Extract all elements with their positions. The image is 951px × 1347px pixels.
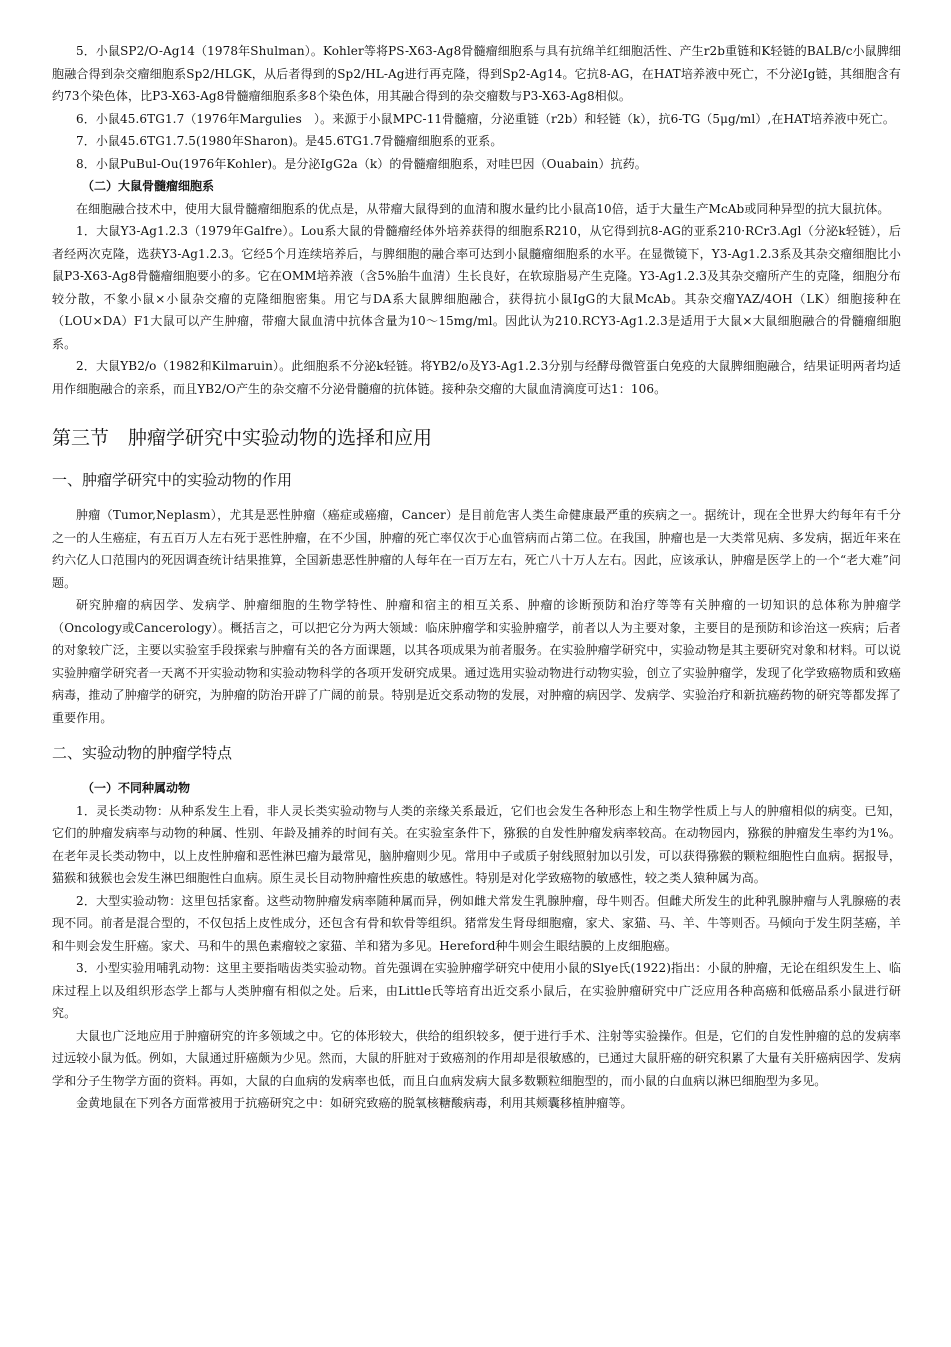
- paragraph-oncology-definition: 研究肿瘤的病因学、发病学、肿瘤细胞的生物学特性、肿瘤和宿主的相互关系、肿瘤的诊断预防和治疗等等有关肿瘤的一切知识的总体称为肿瘤学（Oncology或Cancerology）。概括言之，可以把它分为两大领域：临床肿瘤学和实验肿瘤学，前者以人为主要对象，主要目的是预防和诊治这一疾病；后者的对象较广泛，主要以实验室手段探索与肿瘤有关的各方面课题，以其各项成果为前者服务。在实验肿瘤学研究中，实验动物是其主要研究对象和材料。可以说实验肿瘤学研究者一天离不开实验动物和实验动物科学的各项开发研究成果。通过选用实验动物进行动物实验，创立了实验肿瘤学，发现了化学致癌物质和致癌病毒，推动了肿瘤学的研究，为肿瘤的防治开辟了广阔的前景。特别是近交系动物的发展，对肿瘤的病因学、发病学、实验治疗和新抗癌药物的研究等都发挥了重要作用。: [52, 598, 901, 725]
- section-title: 第三节 肿瘤学研究中实验动物的选择和应用: [52, 427, 433, 449]
- part2-heading: 二、实验动物的肿瘤学特点: [52, 744, 233, 762]
- part1-heading: 一、肿瘤学研究中的实验动物的作用: [52, 471, 293, 489]
- paragraph-small-mammals: 3．小型实验用哺乳动物：这里主要指啮齿类实验动物。首先强调在实验肿瘤学研究中使用小鼠的Slye氏(1922)指出：小鼠的肿瘤，无论在组织发生上、临床过程上以及组织形态学上都与人类肿瘤有相似之处。后来，由Little氏等培育出近交系小鼠后，在实验肿瘤研究中广泛应用各种高癌和低癌品系小鼠进行研究。: [52, 961, 901, 1020]
- paragraph-rat-y3-ag1-2-3: 1．大鼠Y3-Ag1.2.3（1979年Galfre）。Lou系大鼠的骨髓瘤经体外培养获得的细胞系R210，从它得到抗8-AG的亚系210·RCr3.Agl（分泌k轻链），后者经两次克隆，选获Y3-Ag1.2.3。它经5个月连续培养后，与脾细胞的融合率可达到小鼠髓瘤细胞系的水平。在显微镜下，Y3-Ag1.2.3系及其杂交瘤细胞比小鼠P3-X63-Ag8骨髓瘤细胞要小的多。它在OMM培养液（含5%胎牛血清）生长良好，在软琼脂易产生克隆。Y3-Ag1.2.3及其杂交瘤所产生的克隆，细胞分布较分散，不象小鼠×小鼠杂交瘤的克隆细胞密集。用它与DA系大鼠脾细胞融合，获得抗小鼠IgG的大鼠McAb。其杂交瘤YAZ/4OH（LK）细胞接种在（LOU×DA）F1大鼠可以产生肿瘤，带瘤大鼠血清中抗体含量为10～15mg/ml。因此认为210.RCY3-Ag1.2.3是适用于大鼠×大鼠细胞融合的骨髓瘤细胞系。: [52, 224, 901, 351]
- paragraph-rats: 大鼠也广泛地应用于肿瘤研究的许多领域之中。它的体形较大，供给的组织较多，便于进行手术、注射等实验操作。但是，它们的自发性肿瘤的总的发病率过远较小鼠为低。例如，大鼠通过肝癌颇为少见。然而，大鼠的肝脏对于致癌剂的作用却是很敏感的，已通过大鼠肝癌的研究积累了大量有关肝癌病因学、发病学和分子生物学方面的资料。再如，大鼠的白血病的发病率也低，而且白血病发病大鼠多数颗粒细胞型的，而小鼠的白血病以淋巴细胞型为多见。: [52, 1028, 901, 1088]
- paragraph-rat-yb2-o: 2．大鼠YB2/o（1982和Kilmaruin）。此细胞系不分泌k轻链。将YB2/o及Y3-Ag1.2.3分别与经酵母微管蛋白免疫的大鼠脾细胞融合，结果证明两者均适用作细胞融合的亲系，而且YB2/O产生的杂交瘤不分泌骨髓瘤的抗体链。接种杂交瘤的大鼠血清滴度可达1：106。: [52, 359, 901, 396]
- paragraph-large-animals: 2．大型实验动物：这里包括家畜。这些动物肿瘤发病率随种属而异，例如雌犬常发生乳腺肿瘤，母牛则否。但雌犬所发生的此种乳腺肿瘤与人乳腺癌的表现不同。前者是混合型的，不仅包括上皮性成分，还包含有骨和软骨等组织。猪常发生肾母细胞瘤，家犬、家猫、马、羊、牛等则否。马倾向于发生阴茎癌，羊和牛则会发生肝癌。家犬、马和牛的黑色素瘤较之家猫、羊和猪为多见。Hereford种牛则会生眼结膜的上皮细胞癌。: [52, 893, 901, 953]
- paragraph-tumor-overview: 肿瘤（Tumor,Neplasm），尤其是恶性肿瘤（癌症或癌瘤，Cancer）是目前危害人类生命健康最严重的疾病之一。据统计，现在全世界大约每年有千分之一的人生癌症，有五百万人左右死于恶性肿瘤，在不少国，肿瘤的死亡率仅次于心血管病而占第二位。在我国，肿瘤也是一大类常见病、多发病，据近年来在约六亿人口范围内的死因调查统计结果推算，全国新患恶性肿瘤的人每年在一百万左右，死亡八十万人左右。因此，应该承认，肿瘤是医学上的一个“老大难”问题。: [52, 508, 901, 590]
- paragraph-hamsters: 金黄地鼠在下列各方面常被用于抗癌研究之中：如研究致癌的脱氧核糖酸病毒，利用其颊囊移植肿瘤等。: [76, 1096, 633, 1110]
- subheading-rat-myeloma: （二）大鼠骨髓瘤细胞系: [82, 179, 215, 193]
- paragraph-mouse-45-6tg1-7-5: 7．小鼠45.6TG1.7.5(1980年Sharon)。是45.6TG1.7骨髓瘤细胞系的亚系。: [76, 134, 503, 148]
- subheading-species: （一）不同种属动物: [82, 781, 191, 795]
- paragraph-mouse-pubul-ou: 8．小鼠PuBul-Ou(1976年Kohler)。是分泌IgG2a（k）的骨髓瘤细胞系，对哇巴因（Ouabain）抗药。: [76, 156, 647, 171]
- paragraph-mouse-sp2: 5．小鼠SP2/O-Ag14（1978年Shulman）。Kohler等将PS-X63-Ag8骨髓瘤细胞系与具有抗绵羊红细胞活性、产生r2b重链和K轻链的BALB/c小鼠脾细胞融合得到杂交瘤细胞系Sp2/HLGK，从后者得到的Sp2/HL-Ag进行再克隆，得到Sp2-Ag14。它抗8-AG，在HAT培养液中死亡，不分泌Ig链，其细胞含有约73个染色体，比P3-X63-Ag8骨髓瘤细胞系多8个染色体，用其融合得到的杂交瘤数与P3-X63-Ag8相似。: [52, 44, 901, 103]
- paragraph-rat-myeloma-intro: 在细胞融合技术中，使用大鼠骨髓瘤细胞系的优点是，从带瘤大鼠得到的血清和腹水量约比小鼠高10倍，适于大量生产McAb或同种异型的抗大鼠抗体。: [76, 201, 890, 216]
- paragraph-primates: 1．灵长类动物：从种系发生上看，非人灵长类实验动物与人类的亲缘关系最近，它们也会发生各种形态上和生物学性质上与人的肿瘤相似的病变。已知，它们的肿瘤发病率与动物的种属、性别、年龄及捕养的时间有关。在实验室条件下，猕猴的自发性肿瘤发病率较高。在动物园内，猕猴的肿瘤发生率约为1%。在老年灵长类动物中，以上皮性肿瘤和恶性淋巴瘤为最常见，脑肿瘤则少见。常用中子或质子射线照射加以引发，可以获得猕猴的颗粒细胞性白血病。据报导，猫猴和狨猴也会发生淋巴细胞性白血病。原生灵长目动物肿瘤性疾患的敏感性。特别是对化学致癌物的敏感性，较之类人猿种属为高。: [52, 803, 901, 885]
- paragraph-mouse-45-6tg1-7: 6．小鼠45.6TG1.7（1976年Margulies ）。来源于小鼠MPC-11骨髓瘤，分泌重链（r2b）和轻链（k），抗6-TG（5μg/ml）,在HAT培养液中死亡。: [76, 111, 895, 126]
